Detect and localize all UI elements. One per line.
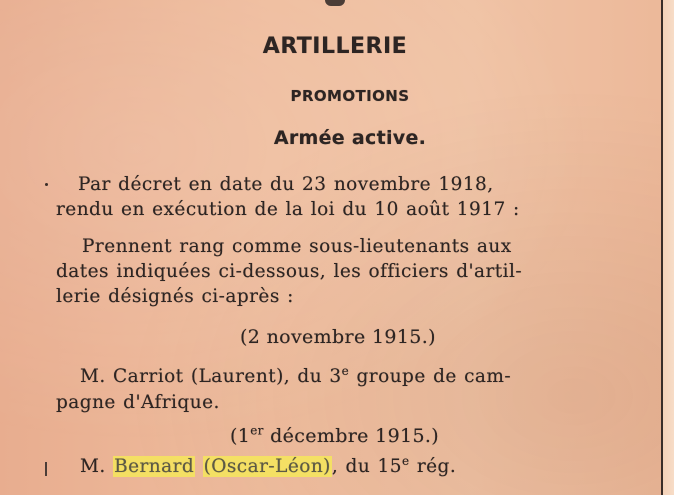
date-2-prefix: (1 — [230, 425, 251, 447]
margin-tick — [45, 462, 47, 476]
entry-2-line — [80, 453, 674, 477]
entry-1-superscript: e — [341, 363, 350, 378]
entry-1-prefix: M. Carriot (Laurent), du 3 — [80, 366, 342, 387]
paragraph-line: Prennent rang comme sous-lieutenants aux — [82, 236, 512, 257]
highlighted-first-names: (Oscar-Léon) — [203, 456, 331, 477]
date-2-superscript: er — [250, 423, 264, 438]
entry-1-suffix: groupe de cam- — [349, 366, 512, 387]
paragraph-line: lerie désignés ci-après : — [56, 286, 294, 307]
entry-2-prefix: M. — [80, 456, 114, 477]
margin-dot — [45, 183, 48, 186]
subsection-title: PROMOTIONS — [290, 87, 410, 105]
entry-2-suffix-2: rég. — [409, 456, 457, 477]
date-heading-1: (2 novembre 1915.) — [240, 326, 436, 348]
paragraph-line: Par décret en date du 23 novembre 1918, — [78, 174, 494, 195]
top-ornament — [325, 0, 345, 6]
heading: Armée active. — [273, 127, 427, 149]
date-2-suffix: décembre 1915.) — [263, 425, 440, 447]
highlighted-surname: Bernard — [114, 456, 195, 477]
entry-1-line-1 — [80, 363, 674, 387]
section-title: ARTILLERIE — [262, 34, 408, 59]
entry-2-superscript: e — [401, 453, 410, 468]
date-heading-2 — [230, 425, 674, 447]
entry-1-line-2: pagne d'Afrique. — [56, 392, 220, 413]
entry-2-suffix-1: , du 15 — [331, 456, 402, 477]
paragraph-line: dates indiquées ci-dessous, les officiers d'artil- — [56, 261, 523, 282]
paragraph-line: rendu en exécution de la loi du 10 août 1917 : — [56, 199, 520, 220]
entry-2-space — [195, 456, 202, 477]
